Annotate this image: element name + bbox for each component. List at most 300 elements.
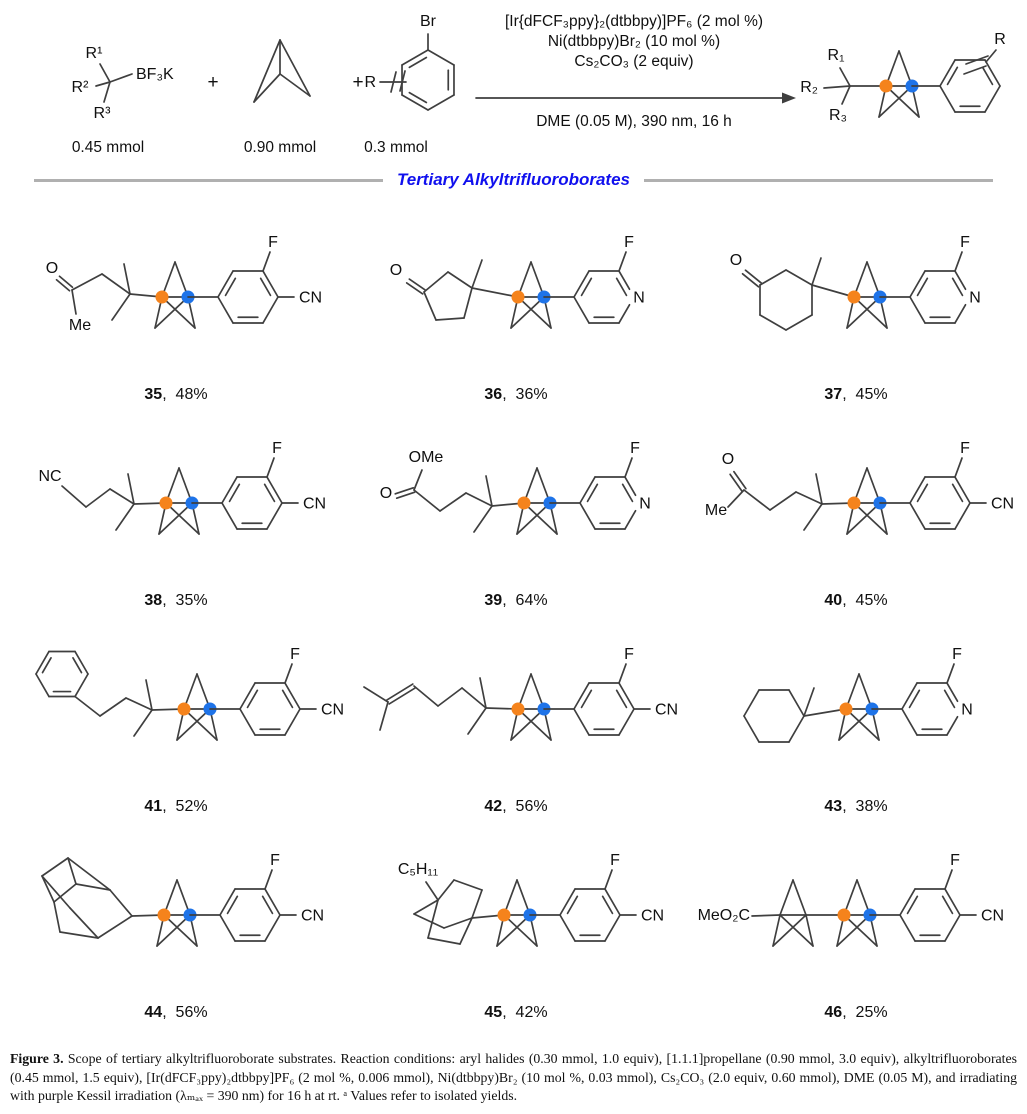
structure-lines [42, 852, 324, 946]
bridgehead-dot-left [512, 703, 525, 716]
bond [100, 64, 110, 82]
compound-number: 42 [484, 798, 503, 815]
label-separator: , [162, 592, 176, 609]
bond [789, 716, 804, 742]
bond [760, 315, 786, 330]
bond [466, 493, 492, 506]
bond [945, 870, 952, 889]
compound-label [824, 798, 887, 816]
atom-label: OMe [408, 449, 444, 466]
bond [112, 294, 130, 320]
atom-label: Ni(dtbbpy)Br₂ (10 mol %) [547, 33, 721, 50]
compound-number: 44 [144, 1004, 163, 1021]
compound-number: 36 [484, 386, 503, 403]
bond [619, 709, 634, 735]
compound-structure [686, 624, 1026, 784]
bond [625, 511, 636, 529]
bond [428, 938, 460, 944]
structure-lines [730, 234, 981, 330]
compound-yield: 42% [515, 1004, 548, 1021]
bond [402, 95, 428, 110]
bond [842, 86, 850, 104]
atom-label: N [961, 701, 973, 719]
bond [267, 477, 282, 503]
bond [59, 276, 72, 287]
bond [472, 890, 482, 918]
bond [263, 297, 278, 323]
atom-label: O [729, 252, 743, 269]
bridgehead-dot-left [840, 703, 853, 716]
bond [36, 651, 49, 674]
atom-label: F [960, 440, 970, 458]
label-separator: , [502, 386, 516, 403]
compound-card [686, 830, 1026, 1022]
atom-label: C₅H₁₁ [397, 861, 439, 878]
atom-label: CN [641, 907, 665, 925]
bond [62, 486, 86, 507]
atom-label: 0.90 mmol [243, 139, 317, 156]
compound-label [484, 1004, 547, 1022]
bond [744, 716, 759, 742]
atom-label: R¹ [85, 45, 103, 62]
compound-number: 39 [484, 592, 503, 609]
atom-label: + [207, 72, 219, 93]
bond [414, 470, 422, 490]
bond [110, 489, 134, 504]
bond [574, 271, 589, 297]
bond [619, 252, 626, 271]
structure-lines [364, 646, 678, 740]
structure-lines [398, 852, 664, 946]
label-separator: , [842, 592, 856, 609]
compound-number: 43 [824, 798, 843, 815]
bond [574, 297, 589, 323]
bond [619, 305, 630, 323]
bond [910, 503, 925, 529]
bond [760, 270, 786, 285]
bond [265, 889, 280, 915]
compound-label [144, 798, 207, 816]
bond [780, 915, 813, 946]
bond [605, 889, 620, 915]
reaction-scheme-drawing [8, 2, 1018, 164]
bond [580, 477, 595, 503]
bond [947, 664, 954, 683]
compound-yield: 52% [175, 798, 208, 815]
atom-label: CN [303, 495, 327, 513]
atom-label: F [268, 234, 278, 252]
compound-number: 37 [824, 386, 843, 403]
atom-label: CN [991, 495, 1015, 513]
bond [267, 503, 282, 529]
bond [910, 477, 925, 503]
label-separator: , [842, 1004, 856, 1021]
label-separator: , [162, 1004, 176, 1021]
atom-label: F [624, 234, 634, 252]
label-separator: , [502, 798, 516, 815]
atom-label: BF₃K [136, 66, 174, 83]
bond [104, 82, 110, 102]
compound-yield: 36% [515, 386, 548, 403]
bond [222, 477, 237, 503]
structure-lines [38, 440, 326, 534]
bond [796, 492, 822, 504]
compound-card [346, 418, 686, 610]
divider-line [34, 179, 383, 182]
compound-label [144, 1004, 207, 1022]
atom-label: N [633, 289, 645, 307]
atom-label: CN [655, 701, 679, 719]
bridgehead-dot-left [158, 909, 171, 922]
bond [605, 915, 620, 941]
bond [36, 674, 49, 697]
atom-label: [Ir{dFCF₃ppy}₂(dtbbpy)]PF₆ (2 mol %) [504, 13, 764, 30]
label-separator: , [842, 386, 856, 403]
bond [940, 86, 955, 112]
structure-lines [698, 852, 1005, 946]
bond [734, 472, 746, 489]
bond [812, 285, 854, 297]
compound-card [686, 418, 1026, 610]
structure-lines [390, 234, 645, 328]
atom-label: R₂ [800, 79, 818, 96]
bond [436, 318, 464, 320]
structure-lines [705, 440, 1014, 534]
bond [265, 915, 280, 941]
compound-structure [686, 418, 1026, 578]
bond [793, 880, 806, 915]
bond [222, 503, 237, 529]
bond [574, 683, 589, 709]
bond [75, 651, 88, 674]
bond [428, 50, 454, 65]
bond [574, 709, 589, 735]
bond [414, 914, 444, 928]
compound-label [144, 592, 207, 610]
atom-label: F [960, 234, 970, 252]
bond [605, 870, 612, 889]
bond [955, 503, 970, 529]
bridgehead-dot-left [156, 291, 169, 304]
bond [42, 858, 68, 876]
bond [474, 506, 492, 532]
bond [218, 297, 233, 323]
bond [752, 915, 780, 916]
bridgehead-dot-left [518, 497, 531, 510]
atom-label: Cs₂CO₃ (2 equiv) [574, 53, 694, 70]
bond [902, 683, 917, 709]
structure-lines [380, 440, 651, 534]
bond [773, 915, 806, 946]
bond [438, 688, 462, 706]
atom-label: O [379, 485, 393, 502]
bond [364, 687, 388, 702]
bond [804, 504, 822, 530]
bond [267, 458, 274, 477]
bond [824, 86, 850, 88]
compound-card [6, 624, 346, 816]
bond [560, 915, 575, 941]
atom-label: F [290, 646, 300, 664]
figure-caption-label: Figure 3. [10, 1051, 64, 1066]
atom-label: O [45, 260, 59, 277]
bond [955, 458, 962, 477]
atom-label: + [352, 72, 364, 93]
bond [254, 40, 280, 102]
bond [220, 915, 235, 941]
bond [945, 889, 960, 915]
atom-label: O [389, 262, 403, 279]
bond [464, 288, 472, 318]
atom-label: N [639, 495, 651, 513]
bond [448, 272, 472, 288]
bond [804, 688, 814, 716]
compound-number: 40 [824, 592, 843, 609]
compound-yield: 56% [175, 1004, 208, 1021]
bond [75, 697, 100, 717]
compound-label [144, 386, 207, 404]
atom-label: R₁ [827, 47, 845, 64]
compound-yield: 35% [175, 592, 208, 609]
bond [407, 283, 423, 294]
atom-label: 0.45 mmol [71, 139, 145, 156]
bond [414, 686, 438, 706]
bond [285, 683, 300, 709]
compound-card [346, 830, 686, 1022]
bond [743, 274, 759, 287]
divider-line [644, 179, 993, 182]
figure-caption-text: Scope of tertiary alkyltrifluoroborate substrates. Reaction conditions: aryl halides (0.30 mmol, 1.0 equiv), [1.1.1]propellane (0.90 mmol, 3.0 equiv), alkyltrifluoroborates (0.45 mmol, 1.5 equiv), [Ir(dFCF₃ppy)₂dtbbpy]PF₆ (2 mol %, 0.006 mmol), Ni(dtbbpy)Br₂ (10 mol %, 0.03 mmol), Cs₂CO₃ (2.0 equiv, 0.60 mmol), DME (0.05 M), and irradiating with purple Kessil irradiation (λₘₐₓ = 390 nm) for 16 h at rt. ᵃ Values refer to isolated yields. [10, 1051, 1017, 1104]
bond [426, 882, 438, 900]
atom-label: F [630, 440, 640, 458]
atom-label: F [952, 646, 962, 664]
bond [285, 709, 300, 735]
atom-label: N [969, 289, 981, 307]
bond [619, 683, 634, 709]
compound-number: 45 [484, 1004, 503, 1021]
bond [263, 271, 278, 297]
compound-label [484, 798, 547, 816]
atom-label: O [721, 451, 735, 468]
label-separator: , [162, 386, 176, 403]
bridgehead-dot-left [838, 909, 851, 922]
bond [438, 880, 454, 900]
bridgehead-dot-left [880, 80, 893, 93]
bridgehead-dot-left [498, 909, 511, 922]
compound-structure [346, 830, 686, 990]
bond [72, 290, 76, 314]
compound-card [6, 212, 346, 404]
bond [110, 74, 132, 82]
atom-label: F [270, 852, 280, 870]
compound-number: 35 [144, 386, 163, 403]
compound-grid [6, 212, 1021, 1036]
bond [42, 876, 54, 902]
bond [770, 492, 796, 510]
compound-label [824, 386, 887, 404]
bond [910, 271, 925, 297]
compound-yield: 25% [855, 1004, 888, 1021]
compound-yield: 38% [855, 798, 888, 815]
structure-lines [744, 646, 973, 742]
compound-structure [6, 212, 346, 372]
section-divider [0, 170, 1027, 190]
bond [840, 68, 850, 86]
bond [580, 503, 595, 529]
bond [116, 504, 134, 530]
bridgehead-dot-left [848, 497, 861, 510]
bond [964, 66, 986, 74]
bond [910, 297, 925, 323]
compound-structure [686, 212, 1026, 372]
atom-label: R [364, 74, 376, 91]
bond [126, 698, 152, 710]
bond [380, 702, 388, 730]
compound-yield: 45% [855, 386, 888, 403]
bond [265, 870, 272, 889]
bond [263, 252, 270, 271]
atom-label: F [272, 440, 282, 458]
atom-label: Br [420, 13, 436, 30]
atom-label: R₃ [828, 107, 848, 124]
bond [54, 902, 60, 932]
atom-label: 0.3 mmol [364, 139, 428, 156]
atom-label: MeO₂C [697, 907, 750, 924]
bond [955, 305, 966, 323]
bond [218, 271, 233, 297]
bond [472, 260, 482, 288]
compound-label [484, 386, 547, 404]
compound-structure [346, 212, 686, 372]
bond [728, 490, 744, 507]
bond [285, 664, 292, 683]
structure-lines [36, 646, 344, 740]
structure-lines [46, 234, 322, 334]
compound-label [824, 1004, 887, 1022]
bond [424, 272, 448, 292]
compound-structure [346, 624, 686, 784]
bond [947, 717, 958, 735]
bond [240, 683, 255, 709]
bond [100, 698, 126, 716]
bond [280, 40, 310, 96]
atom-label: R² [71, 79, 89, 96]
bond [945, 915, 960, 941]
compound-card [6, 830, 346, 1022]
bond [220, 889, 235, 915]
bridgehead-dot-left [160, 497, 173, 510]
compound-number: 41 [144, 798, 163, 815]
bond [402, 50, 428, 65]
bond [468, 708, 486, 734]
bond [745, 270, 761, 283]
bond [72, 274, 102, 290]
bond [619, 664, 626, 683]
bond [134, 710, 152, 736]
compound-structure [6, 624, 346, 784]
bond [57, 280, 70, 291]
bond [902, 709, 917, 735]
compound-card [686, 624, 1026, 816]
figure-caption [10, 1050, 1017, 1106]
bond [428, 95, 454, 110]
compound-yield: 45% [855, 592, 888, 609]
bond [472, 288, 518, 297]
compound-label [824, 592, 887, 610]
atom-label: CN [321, 701, 345, 719]
compound-number: 38 [144, 592, 163, 609]
compound-label [484, 592, 547, 610]
bond [98, 916, 132, 938]
label-separator: , [502, 592, 516, 609]
compound-number: 46 [824, 1004, 843, 1021]
label-separator: , [162, 798, 176, 815]
bond [744, 490, 770, 510]
bond [146, 680, 152, 710]
compound-yield: 56% [515, 798, 548, 815]
reaction-scheme [0, 0, 1027, 164]
atom-label: CN [301, 907, 325, 925]
bond [414, 490, 440, 511]
atom-label: DME (0.05 M), 390 nm, 16 h [536, 113, 732, 130]
bond [409, 279, 425, 290]
atom-label: CN [299, 289, 323, 307]
bond [240, 709, 255, 735]
compound-structure [686, 830, 1026, 990]
atom-label: Me [704, 502, 728, 519]
bond [96, 82, 110, 86]
label-separator: , [842, 798, 856, 815]
compound-structure [6, 830, 346, 990]
section-title: Tertiary Alkyltrifluoroborates [396, 170, 631, 189]
compound-yield: 48% [175, 386, 208, 403]
bond [110, 890, 132, 916]
bond [816, 474, 822, 504]
bond [560, 889, 575, 915]
arrow-head [782, 93, 796, 104]
compound-structure [346, 418, 686, 578]
bond [955, 477, 970, 503]
bond [955, 252, 962, 271]
atom-label: F [624, 646, 634, 664]
compound-card [6, 418, 346, 610]
bond [730, 474, 742, 491]
compound-structure [6, 418, 346, 578]
bond [440, 493, 466, 511]
bond [86, 489, 110, 507]
bridgehead-dot-left [512, 291, 525, 304]
bond [128, 474, 134, 504]
compound-card [346, 212, 686, 404]
bond [625, 458, 632, 477]
bond [900, 889, 915, 915]
atom-label: CN [981, 907, 1005, 925]
bond [75, 674, 88, 697]
bond [786, 315, 812, 330]
bond [940, 60, 955, 86]
atom-label: F [950, 852, 960, 870]
bond [744, 690, 759, 716]
bond [280, 74, 310, 96]
bond [486, 476, 492, 506]
bond [789, 690, 804, 716]
atom-label: R³ [93, 105, 111, 122]
bridgehead-dot-left [178, 703, 191, 716]
compound-yield: 64% [515, 592, 548, 609]
compound-card [686, 212, 1026, 404]
compound-card [346, 624, 686, 816]
bond [812, 258, 821, 285]
